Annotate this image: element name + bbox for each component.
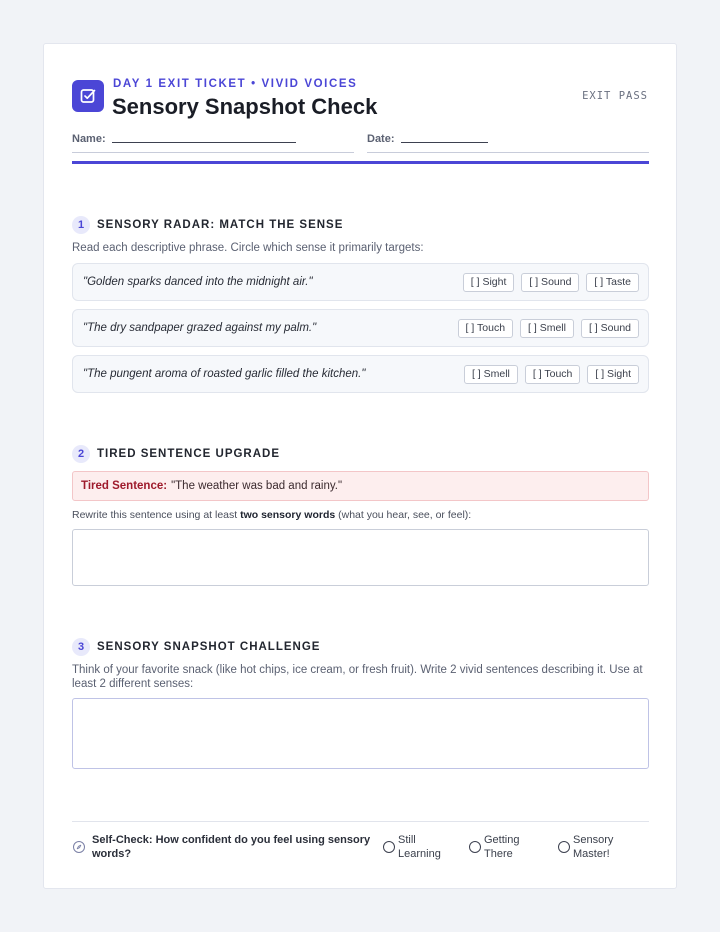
- confidence-option-label: Getting There: [484, 834, 520, 860]
- exit-ticket-sheet: [43, 43, 677, 889]
- confidence-option-still-learning[interactable]: [383, 833, 458, 861]
- sense-option[interactable]: [ ] Sound: [521, 273, 579, 292]
- page-title: Sensory Snapshot Check: [112, 94, 378, 119]
- confidence-option-label: Still Learning: [398, 834, 441, 860]
- section-3-instruction: Think of your favorite snack (like hot chips, ice cream, or fresh fruit). Write 2 vivid sentences describing it. Use at least 2 different senses:: [72, 664, 643, 690]
- sense-row: [72, 263, 649, 301]
- snack-answer-box[interactable]: [72, 698, 649, 769]
- sense-option[interactable]: [ ] Sight: [587, 365, 639, 384]
- sense-row: [72, 309, 649, 347]
- section-number: 3: [72, 638, 90, 656]
- radio-circle-icon[interactable]: [383, 841, 395, 853]
- sense-option[interactable]: [ ] Taste: [586, 273, 639, 292]
- sense-option[interactable]: [ ] Sound: [581, 319, 639, 338]
- tired-sentence-callout: [72, 471, 649, 501]
- section-1-instruction: Read each descriptive phrase. Circle which sense it primarily targets:: [72, 242, 424, 254]
- confidence-option-sensory-master[interactable]: [558, 833, 633, 861]
- sense-option[interactable]: [ ] Touch: [525, 365, 581, 384]
- name-blank-line[interactable]: [112, 142, 296, 143]
- section-3-heading: [72, 638, 320, 656]
- sense-option[interactable]: [ ] Smell: [464, 365, 518, 384]
- section-2-heading: [72, 445, 280, 463]
- radio-circle-icon[interactable]: [558, 841, 570, 853]
- date-blank-line[interactable]: [401, 142, 488, 143]
- descriptive-phrase: "The dry sandpaper grazed against my palm.": [83, 322, 317, 334]
- exit-pass-tag: EXIT PASS: [582, 90, 648, 102]
- section-title: SENSORY RADAR: MATCH THE SENSE: [97, 219, 344, 231]
- footer-divider: [72, 821, 649, 822]
- compass-icon: [73, 841, 85, 853]
- section-number: 2: [72, 445, 90, 463]
- rewrite-emphasis: two sensory words: [240, 509, 336, 521]
- rewrite-instruction: Rewrite this sentence using at least two sensory words (what you hear, see, or feel):: [72, 509, 472, 521]
- section-title: SENSORY SNAPSHOT CHALLENGE: [97, 641, 321, 653]
- tired-sentence-label: Tired Sentence:: [81, 480, 168, 492]
- date-field[interactable]: [367, 133, 649, 153]
- confidence-option-label: Sensory Master!: [573, 834, 614, 860]
- date-label: Date:: [367, 133, 395, 145]
- worksheet-kicker: DAY 1 EXIT TICKET • VIVID VOICES: [113, 78, 358, 90]
- section-number: 1: [72, 216, 90, 234]
- rewrite-answer-box[interactable]: [72, 529, 649, 586]
- name-label: Name:: [72, 133, 106, 145]
- sense-option[interactable]: [ ] Sight: [463, 273, 515, 292]
- confidence-option-getting-there[interactable]: [469, 833, 544, 861]
- section-title: TIRED SENTENCE UPGRADE: [97, 448, 281, 460]
- sense-row: [72, 355, 649, 393]
- descriptive-phrase: "The pungent aroma of roasted garlic filled the kitchen.": [83, 368, 366, 380]
- self-check-question: Self-Check: How confident do you feel using sensory words?: [92, 834, 371, 860]
- tired-sentence-text: "The weather was bad and rainy.": [171, 480, 343, 492]
- header-divider: [72, 161, 649, 164]
- descriptive-phrase: "Golden sparks danced into the midnight air.": [83, 276, 313, 288]
- radio-circle-icon[interactable]: [469, 841, 481, 853]
- sense-option[interactable]: [ ] Smell: [520, 319, 574, 338]
- name-field[interactable]: [72, 133, 354, 153]
- sense-option[interactable]: [ ] Touch: [458, 319, 514, 338]
- checkbox-pen-icon: [72, 80, 104, 112]
- section-1-heading: [72, 216, 343, 234]
